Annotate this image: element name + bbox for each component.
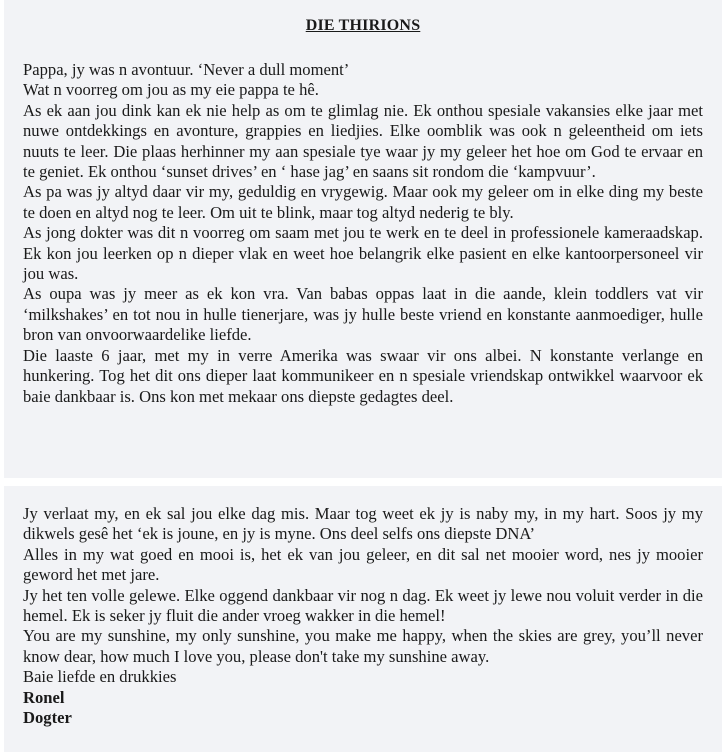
paragraph-as-colleague: As jong dokter was dit n voorreg om saam met jou te werk en te deel in professionele kameraadskap. Ek kon jou leerken op n dieper vlak en weet hoe belangrik elke pasient en elke kantoorpersoneel vir jou was. xyxy=(23,223,703,284)
tribute-section-1 xyxy=(23,60,703,407)
paragraph-opening: Pappa, jy was n avontuur. ‘Never a dull moment’ xyxy=(23,60,350,79)
paragraph-as-father: As pa was jy altyd daar vir my, geduldig en vrygewig. Maar ook my geleer om in elke ding my beste te doen en altyd nog te leer. Om uit te blink, maar tog altyd nederig te bly. xyxy=(23,182,703,222)
paragraph-lived-fully: Jy het ten volle gelewe. Elke oggend dankbaar vir nog n dag. Ek weet jy lewe nou voluit verder in die hemel. Ek is seker jy fluit die ander vroeg wakker in die hemel! xyxy=(23,585,703,626)
tribute-section-2 xyxy=(23,504,703,728)
paragraph-memories: As ek aan jou dink kan ek nie help as om te glimlag nie. Ek onthou spesiale vakansies elke jaar met nuwe ontdekkings en avonture, grappies en liedjies. Elke oomblik was ook n geleentheid om iets nuuts te leer. Die plaas herhinner my aan spesiale tye waar jy my geleer het hoe om God te ervaar en te geniet. Ek onthou ‘sunset drives’ en ‘ hase jag’ en saans sit rondom die ‘kampvuur’. xyxy=(23,100,703,182)
document-title: DIE THIRIONS xyxy=(305,17,421,34)
paragraph-learned: Alles in my wat goed en mooi is, het ek van jou geleer, en dit sal net mooier word, nes jy mooier geword het met jare. xyxy=(23,544,703,585)
paragraph-last-years: Die laaste 6 jaar, met my in verre Amerika was swaar vir ons albei. N konstante verlange en hunkering. Tog het dit ons dieper laat kommunikeer en n spesiale vriendskap ontwikkel waarvoor ek baie dankbaar is. Ons kon met mekaar ons diepste gedagtes deel. xyxy=(23,345,703,406)
closing-line: Baie liefde en drukkies xyxy=(23,667,177,687)
paragraph-sunshine-song: You are my sunshine, my only sunshine, you make me happy, when the skies are grey, you’ll never know dear, how much I love you, please don't take my sunshine away. xyxy=(23,626,703,666)
signature-name: Ronel xyxy=(23,687,65,707)
paragraph-privilege: Wat n voorreg om jou as my eie pappa te hê. xyxy=(23,80,319,100)
paragraph-as-grandfather: As oupa was jy meer as ek kon vra. Van babas oppas laat in die aande, klein toddlers vat vir ‘milkshakes’ en tot nou in hulle tienerjare, was jy hulle beste vriend en konstante aanmoediger, hulle bron van onvoorwaardelike liefde. xyxy=(23,284,703,345)
paragraph-farewell: Jy verlaat my, en ek sal jou elke dag mis. Maar tog weet ek jy is naby my, in my hart. Soos jy my dikwels gesê het ‘ek is joune, en jy is myne. Ons deel selfs ons diepste DNA’ xyxy=(23,504,703,544)
signature-role: Dogter xyxy=(23,708,72,728)
